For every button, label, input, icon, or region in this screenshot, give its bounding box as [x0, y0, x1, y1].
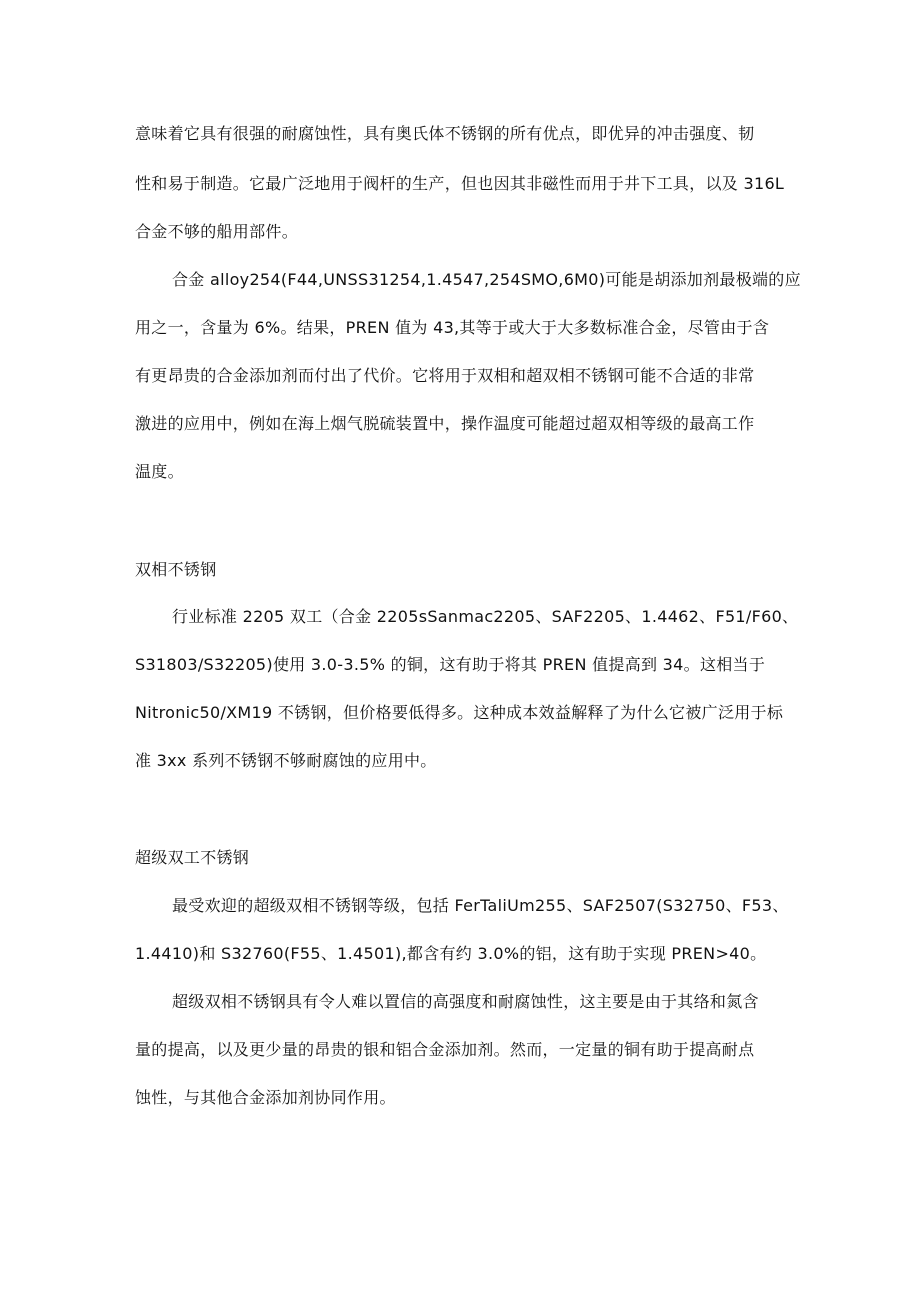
- para3-line-4: 准 3xx 系列不锈钢不够耐腐蚀的应用中。: [135, 751, 437, 770]
- para3-line-1: 行业标准 2205 双工（合金 2205sSanmac2205、SAF2205、1.4462、F51/F60、: [172, 607, 799, 626]
- para1-line-3: 合金不够的船用部件。: [135, 222, 299, 241]
- para5-line-3: 蚀性，与其他合金添加剂协同作用。: [135, 1088, 396, 1107]
- para4-line-1: 最受欢迎的超级双相不锈钢等级，包括 FerTaliUm255、SAF2507(S32750、F53、: [172, 896, 789, 915]
- para5-line-2: 量的提高，以及更少量的昂贵的银和铝合金添加剂。然而，一定量的铜有助于提高耐点: [135, 1040, 755, 1059]
- para4-line-2: 1.4410)和 S32760(F55、1.4501),都含有约 3.0%的铝，这有助于实现 PREN>40。: [135, 944, 767, 963]
- para5-line-1: 超级双相不锈钢具有令人难以置信的高强度和耐腐蚀性，这主要是由于其络和氮含: [172, 992, 759, 1011]
- para3-line-2: S31803/S32205)使用 3.0-3.5% 的铜，这有助于将其 PREN 值提高到 34。这相当于: [135, 655, 766, 674]
- para1-line-2: 性和易于制造。它最广泛地用于阀杆的生产，但也因其非磁性而用于井下工具，以及 316L: [135, 174, 785, 193]
- section-heading-duplex: 双相不锈钢: [135, 560, 217, 579]
- para2-line-2: 用之一，含量为 6%。结果，PREN 值为 43,其等于或大于大多数标准合金，尽管由于含: [135, 318, 770, 337]
- section-heading-super-duplex: 超级双工不锈钢: [135, 848, 250, 867]
- para1-line-1: 意味着它具有很强的耐腐蚀性，具有奥氏体不锈钢的所有优点，即优异的冲击强度、韧: [135, 124, 755, 143]
- para2-line-4: 激进的应用中，例如在海上烟气脱硫装置中，操作温度可能超过超双相等级的最高工作: [135, 414, 755, 433]
- para2-line-5: 温度。: [135, 462, 184, 481]
- para2-line-1: 合金 alloy254(F44,UNSS31254,1.4547,254SMO,6M0)可能是胡添加剂最极端的应: [172, 270, 801, 289]
- para2-line-3: 有更昂贵的合金添加剂而付出了代价。它将用于双相和超双相不锈钢可能不合适的非常: [135, 366, 755, 385]
- para3-line-3: Nitronic50/XM19 不锈钢，但价格要低得多。这种成本效益解释了为什么它被广泛用于标: [135, 703, 784, 722]
